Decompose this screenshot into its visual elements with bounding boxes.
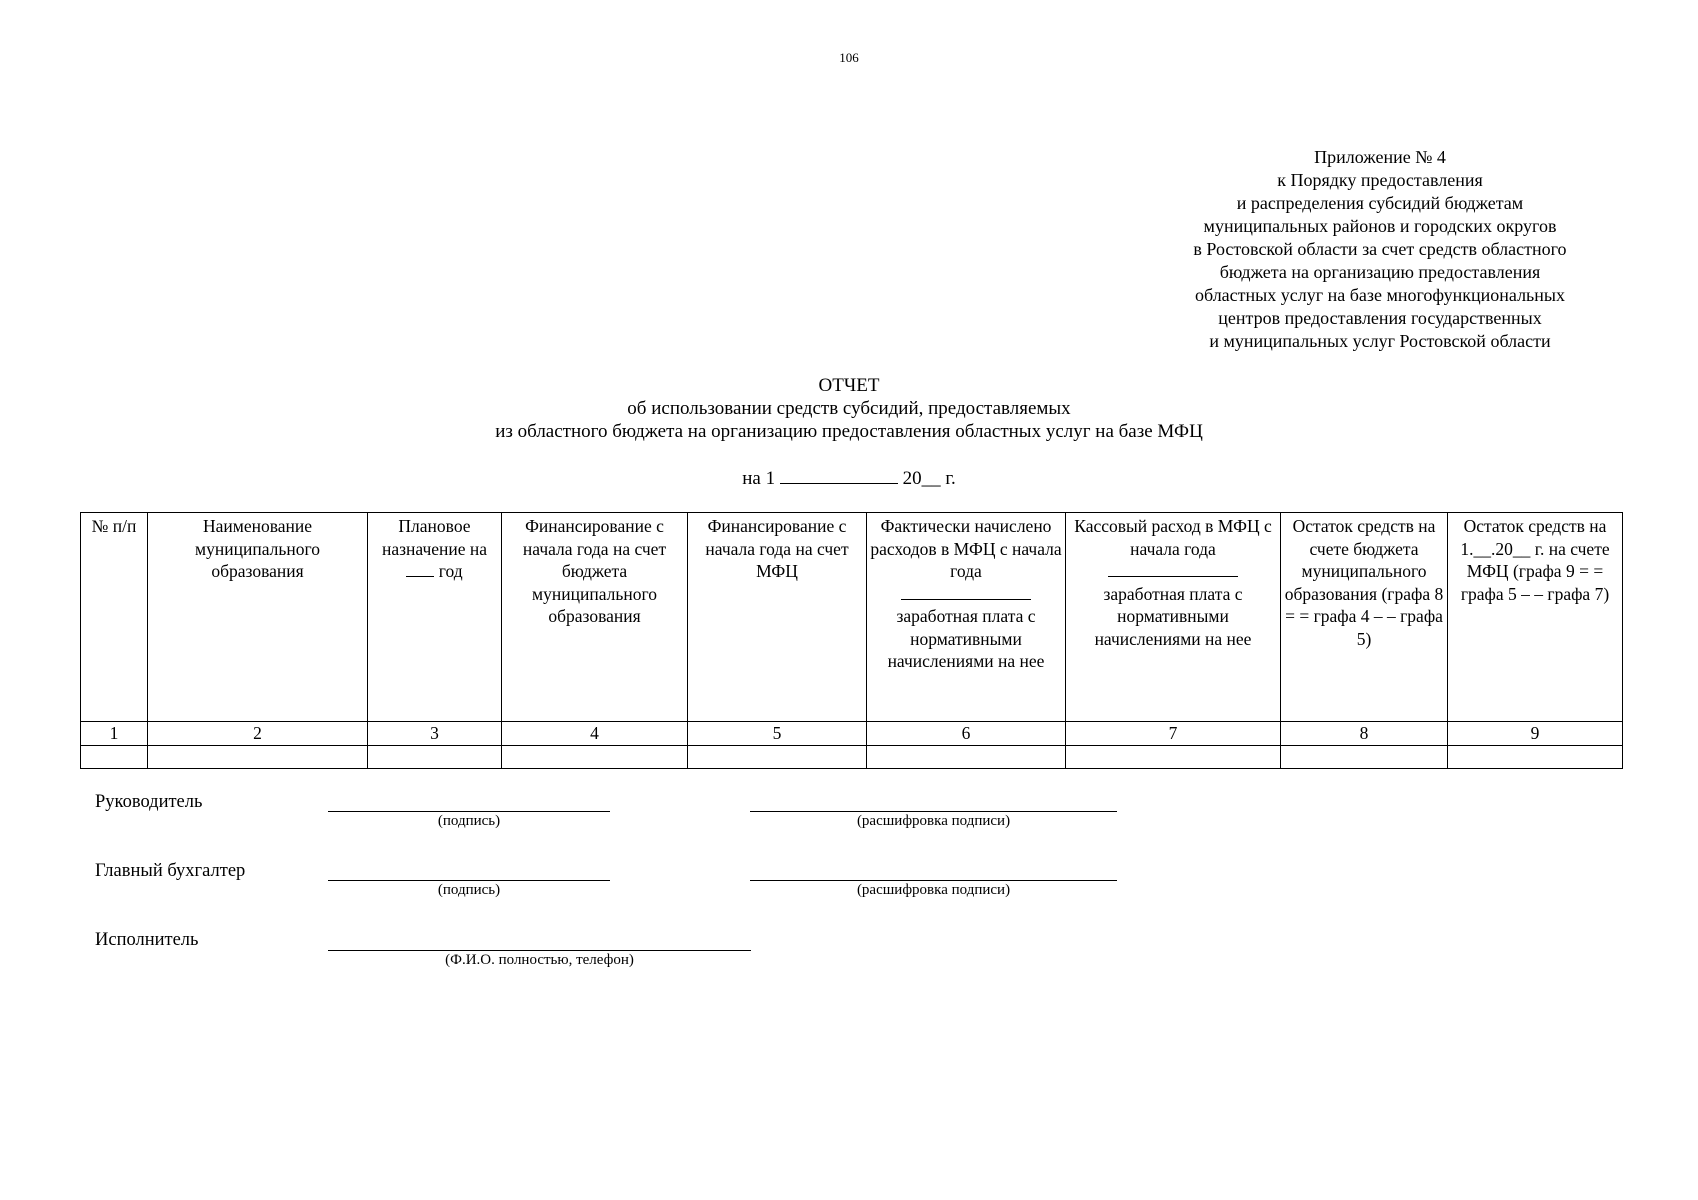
table-row: [81, 745, 1623, 768]
appendix-line: Приложение № 4: [1314, 147, 1446, 167]
accountant-decoding-caption: (расшифровка подписи): [856, 882, 1011, 898]
accountant-decoding-line[interactable]: [750, 880, 1117, 881]
column-number-row: [81, 722, 1623, 746]
column-number: 9: [1448, 722, 1623, 746]
header-col-8: Остаток средств на счете бюджета муниципального образования (графа 8 = = графа 4 – – графа 5): [1281, 513, 1448, 722]
report-table: [80, 512, 1623, 769]
report-date-blank: [780, 483, 898, 484]
report-date-prefix: на 1: [742, 468, 776, 489]
column-number: 2: [148, 722, 368, 746]
fraction-line: [901, 585, 1031, 600]
column-number: 5: [688, 722, 867, 746]
table-cell[interactable]: [502, 745, 688, 768]
report-title: ОТЧЕТ: [818, 375, 880, 396]
executor-label: Исполнитель: [95, 930, 199, 950]
appendix-line: муниципальных районов и городских округов: [1203, 216, 1557, 236]
appendix-line: центров предоставления государственных: [1218, 308, 1542, 328]
table-cell[interactable]: [148, 745, 368, 768]
column-number: 8: [1281, 722, 1448, 746]
table-cell[interactable]: [688, 745, 867, 768]
report-subtitle-line: об использовании средств субсидий, предоставляемых: [627, 398, 1071, 419]
accountant-label: Главный бухгалтер: [95, 861, 246, 881]
appendix-block: [1150, 146, 1610, 353]
appendix-line: бюджета на организацию предоставления: [1219, 262, 1541, 282]
table-cell[interactable]: [1281, 745, 1448, 768]
table-header-row: [81, 513, 1623, 722]
report-date: [0, 468, 1698, 490]
header-col-6: Фактически начислено расходов в МФЦ с начала года заработная плата с нормативными начислениями на нее: [867, 513, 1066, 722]
table-cell[interactable]: [81, 745, 148, 768]
table-cell[interactable]: [867, 745, 1066, 768]
appendix-line: и муниципальных услуг Ростовской области: [1209, 331, 1551, 351]
executor-caption: (Ф.И.О. полностью, телефон): [445, 952, 634, 968]
table-cell[interactable]: [368, 745, 502, 768]
appendix-line: к Порядку предоставления: [1277, 170, 1483, 190]
report-subtitle-line: из областного бюджета на организацию предоставления областных услуг на базе МФЦ: [495, 421, 1203, 442]
header-col-7: Кассовый расход в МФЦ с начала года заработная плата с нормативными начислениями на нее: [1066, 513, 1281, 722]
header-col-9: Остаток средств на 1.__.20__ г. на счете МФЦ (графа 9 = = графа 5 – – графа 7): [1448, 513, 1623, 722]
accountant-signature-line[interactable]: [328, 880, 610, 881]
column-number: 3: [368, 722, 502, 746]
executor-line[interactable]: [328, 950, 751, 951]
appendix-line: в Ростовской области за счет средств областного: [1193, 239, 1567, 259]
page-number: 106: [839, 50, 859, 65]
column-number: 6: [867, 722, 1066, 746]
report-date-year: 20__ г.: [902, 468, 956, 489]
head-signature-line[interactable]: [328, 811, 610, 812]
head-decoding-caption: (расшифровка подписи): [856, 813, 1011, 829]
report-title-block: [0, 374, 1698, 443]
accountant-signature-caption: (подпись): [437, 882, 501, 898]
column-number: 4: [502, 722, 688, 746]
head-signature-caption: (подпись): [437, 813, 501, 829]
appendix-line: областных услуг на базе многофункциональных: [1194, 285, 1565, 305]
fraction-line: [1108, 562, 1238, 577]
header-col-5: Финансирование с начала года на счет МФЦ: [688, 513, 867, 722]
header-col-1: № п/п: [81, 513, 148, 722]
head-label: Руководитель: [95, 792, 203, 812]
head-decoding-line[interactable]: [750, 811, 1117, 812]
header-col-4: Финансирование с начала года на счет бюджета муниципального образования: [502, 513, 688, 722]
year-blank: [406, 576, 434, 577]
column-number: 7: [1066, 722, 1281, 746]
header-col-3: Плановое назначение на год: [368, 513, 502, 722]
table-cell[interactable]: [1066, 745, 1281, 768]
column-number: 1: [81, 722, 148, 746]
appendix-line: и распределения субсидий бюджетам: [1236, 193, 1524, 213]
table-cell[interactable]: [1448, 745, 1623, 768]
header-col-2: Наименование муниципального образования: [148, 513, 368, 722]
